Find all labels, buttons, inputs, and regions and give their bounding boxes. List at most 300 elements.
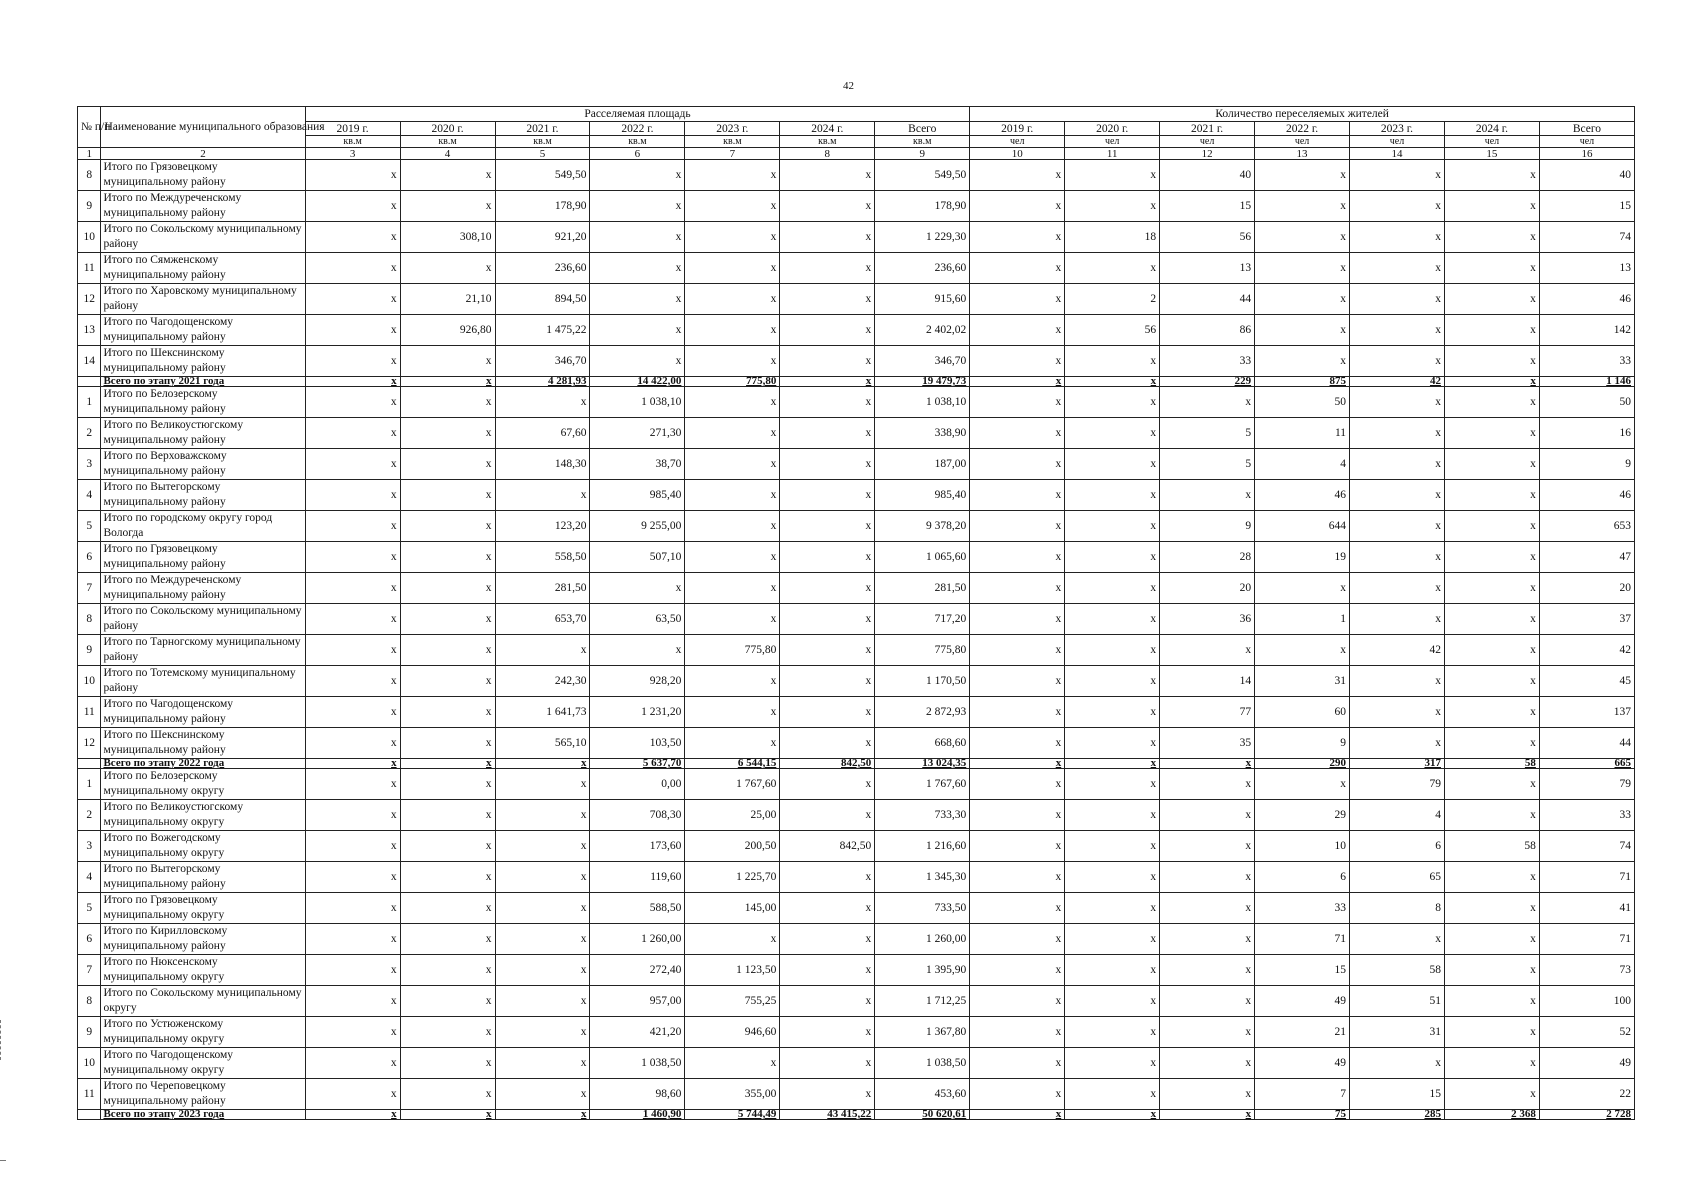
row-number: 5 [78,511,101,542]
people-cell: x [1444,284,1539,315]
area-cell: x [305,542,400,573]
area-cell: 1 260,00 [875,924,970,955]
people-cell: x [1160,955,1255,986]
area-cell: 1 123,50 [685,955,780,986]
area-cell: 346,70 [875,346,970,377]
people-cell: 46 [1539,480,1634,511]
area-cell: x [305,191,400,222]
area-cell: 946,60 [685,1017,780,1048]
area-cell: 43 415,22 [780,1110,875,1120]
people-cell: x [1065,635,1160,666]
table-row [78,1017,1635,1048]
people-cell: x [1350,697,1445,728]
area-cell: x [495,1048,590,1079]
people-cell: x [1160,893,1255,924]
area-cell: 50 620,61 [875,1110,970,1120]
area-cell: x [305,222,400,253]
area-cell: 1 460,90 [590,1110,685,1120]
area-cell: 1 367,80 [875,1017,970,1048]
people-cell: 37 [1539,604,1634,635]
header-column-number: 10 [970,148,1065,160]
people-cell: 36 [1160,604,1255,635]
area-cell: 653,70 [495,604,590,635]
area-cell: x [780,449,875,480]
people-cell: x [1350,573,1445,604]
area-cell: 1 641,73 [495,697,590,728]
people-cell: x [1065,759,1160,769]
area-cell: x [685,222,780,253]
area-cell: 346,70 [495,346,590,377]
area-cell: 775,80 [685,377,780,387]
people-cell: x [970,728,1065,759]
area-cell: x [780,697,875,728]
people-cell: x [1255,635,1350,666]
people-cell: 20 [1160,573,1255,604]
people-cell: 49 [1539,1048,1634,1079]
area-cell: x [780,769,875,800]
people-cell: x [1160,1048,1255,1079]
total-row [78,377,1635,387]
area-cell: x [305,924,400,955]
row-name: Всего по этапу 2021 года [101,377,305,387]
people-cell: 9 [1160,511,1255,542]
area-cell: 549,50 [875,160,970,191]
header-column-number: 12 [1160,148,1255,160]
area-cell: x [780,862,875,893]
area-cell: x [305,800,400,831]
area-cell: x [685,449,780,480]
area-cell: 1 231,20 [590,697,685,728]
people-cell: 60 [1255,697,1350,728]
area-cell: x [590,573,685,604]
area-cell: x [305,377,400,387]
people-cell: x [970,955,1065,986]
total-row [78,759,1635,769]
people-cell: 56 [1065,315,1160,346]
area-cell: 1 767,60 [875,769,970,800]
area-cell: x [685,1048,780,1079]
area-cell: x [780,1017,875,1048]
area-cell: x [305,449,400,480]
header-column-numbers-row [78,148,1635,160]
people-cell: 75 [1255,1110,1350,1120]
area-cell: x [685,418,780,449]
people-cell: x [1255,160,1350,191]
people-cell: x [1350,604,1445,635]
area-cell: x [305,697,400,728]
area-cell: 985,40 [875,480,970,511]
people-cell: 29 [1255,800,1350,831]
area-cell: x [400,924,495,955]
area-cell: 281,50 [875,573,970,604]
area-cell: x [400,604,495,635]
area-cell: x [400,862,495,893]
header-area-group: Расселяемая площадь [305,107,970,122]
table-row [78,284,1635,315]
area-cell: x [400,893,495,924]
header-unit-people: чел [1350,136,1445,148]
people-cell: x [1255,191,1350,222]
area-cell: x [780,893,875,924]
table-row [78,542,1635,573]
area-cell: x [780,986,875,1017]
area-cell: 0,00 [590,769,685,800]
margin-mark [0,1160,6,1161]
row-name: Итого по Белозерскому муниципальному району [101,387,305,418]
area-cell: 957,00 [590,986,685,1017]
header-column-number: 5 [495,148,590,160]
people-cell: x [1350,728,1445,759]
table-row [78,346,1635,377]
area-cell: 271,30 [590,418,685,449]
row-name: Итого по Шекснинскому муниципальному району [101,728,305,759]
header-year-people: 2022 г. [1255,122,1350,136]
area-cell: x [685,284,780,315]
area-cell: 13 024,35 [875,759,970,769]
people-cell: 56 [1160,222,1255,253]
row-name: Итого по Шекснинскому муниципальному району [101,346,305,377]
people-cell: x [1065,1048,1160,1079]
header-year-people: 2024 г. [1444,122,1539,136]
row-number: 10 [78,222,101,253]
people-cell: x [1255,253,1350,284]
people-cell: x [970,604,1065,635]
people-cell: 16 [1539,418,1634,449]
area-cell: x [780,635,875,666]
people-cell: x [1255,346,1350,377]
area-cell: 272,40 [590,955,685,986]
row-number: 2 [78,418,101,449]
header-year-area: 2023 г. [685,122,780,136]
people-cell: x [1160,986,1255,1017]
people-cell: 71 [1539,924,1634,955]
area-cell: x [305,480,400,511]
people-cell: 71 [1255,924,1350,955]
row-name: Итого по городскому округу город Вологда [101,511,305,542]
area-cell: 25,00 [685,800,780,831]
row-name: Итого по Сокольскому муниципальному району [101,222,305,253]
header-unit-people: чел [970,136,1065,148]
people-cell: 44 [1160,284,1255,315]
row-name: Итого по Тарногскому муниципальному району [101,635,305,666]
area-cell: x [685,542,780,573]
people-cell: 137 [1539,697,1634,728]
people-cell: 79 [1539,769,1634,800]
people-cell: x [1444,511,1539,542]
area-cell: 985,40 [590,480,685,511]
people-cell: 14 [1160,666,1255,697]
page-number: 42 [843,80,854,92]
area-cell: 5 744,49 [685,1110,780,1120]
people-cell: 74 [1539,222,1634,253]
people-cell: x [1065,955,1160,986]
area-cell: 38,70 [590,449,685,480]
table-row [78,604,1635,635]
area-cell: 14 422,00 [590,377,685,387]
people-cell: 8 [1350,893,1445,924]
row-name: Итого по Грязовецкому муниципальному округу [101,893,305,924]
people-cell: x [970,418,1065,449]
header-column-number: 4 [400,148,495,160]
header-unit-area: кв.м [590,136,685,148]
area-cell: 928,20 [590,666,685,697]
row-name: Итого по Вытегорскому муниципальному району [101,862,305,893]
resettlement-table [77,106,1635,1120]
area-cell: 123,20 [495,511,590,542]
people-cell: x [1444,986,1539,1017]
people-cell: x [1065,1110,1160,1120]
area-cell: x [400,800,495,831]
row-number: 14 [78,346,101,377]
area-cell: 453,60 [875,1079,970,1110]
people-cell: 40 [1160,160,1255,191]
people-cell: 644 [1255,511,1350,542]
people-cell: x [1160,1017,1255,1048]
people-cell: x [1444,604,1539,635]
people-cell: x [1444,1048,1539,1079]
people-cell: 142 [1539,315,1634,346]
area-cell: x [495,800,590,831]
people-cell: x [1160,635,1255,666]
row-name: Итого по Харовскому муниципальному району [101,284,305,315]
row-name: Итого по Сямженскому муниципальному району [101,253,305,284]
people-cell: 58 [1350,955,1445,986]
header-year-area: 2022 г. [590,122,685,136]
people-cell: x [1444,480,1539,511]
area-cell: 148,30 [495,449,590,480]
area-cell: x [400,1017,495,1048]
area-cell: x [590,635,685,666]
area-cell: x [400,955,495,986]
row-number: 7 [78,955,101,986]
area-cell: x [780,346,875,377]
area-cell: x [400,160,495,191]
area-cell: x [780,666,875,697]
area-cell: x [685,728,780,759]
people-cell: x [970,387,1065,418]
people-cell: x [1065,480,1160,511]
people-cell: x [970,1079,1065,1110]
people-cell: 86 [1160,315,1255,346]
area-cell: 733,50 [875,893,970,924]
people-cell: x [1350,924,1445,955]
header-column-number: 11 [1065,148,1160,160]
area-cell: x [305,769,400,800]
people-cell: x [1350,253,1445,284]
people-cell: x [1444,1017,1539,1048]
header-year-people: 2023 г. [1350,122,1445,136]
area-cell: x [495,387,590,418]
area-cell: x [305,573,400,604]
table-row [78,315,1635,346]
header-unit-area: кв.м [495,136,590,148]
table-row [78,1079,1635,1110]
area-cell: x [780,387,875,418]
area-cell: x [590,284,685,315]
people-cell: x [1350,511,1445,542]
area-cell: 9 378,20 [875,511,970,542]
people-cell: 31 [1255,666,1350,697]
header-unit-people: чел [1160,136,1255,148]
area-cell: x [305,253,400,284]
row-number: 11 [78,1079,101,1110]
people-cell: x [1444,315,1539,346]
people-cell: x [1160,480,1255,511]
people-cell: 5 [1160,418,1255,449]
people-cell: 15 [1255,955,1350,986]
row-number: 6 [78,924,101,955]
area-cell: 1 712,25 [875,986,970,1017]
area-cell: x [400,387,495,418]
area-cell: 1 170,50 [875,666,970,697]
header-unit-area: кв.м [875,136,970,148]
people-cell: x [1160,862,1255,893]
people-cell: x [1160,924,1255,955]
area-cell: x [305,1048,400,1079]
people-cell: 9 [1539,449,1634,480]
table-row [78,418,1635,449]
area-cell: x [305,1079,400,1110]
area-cell: 145,00 [685,893,780,924]
people-cell: 13 [1160,253,1255,284]
area-cell: x [495,480,590,511]
people-cell: x [970,573,1065,604]
area-cell: x [685,346,780,377]
people-cell: 49 [1255,986,1350,1017]
area-cell: x [495,635,590,666]
people-cell: x [1160,387,1255,418]
row-name: Всего по этапу 2022 года [101,759,305,769]
row-number: 7 [78,573,101,604]
area-cell: x [400,635,495,666]
header-column-number: 3 [305,148,400,160]
area-cell: 755,25 [685,986,780,1017]
area-cell: x [305,666,400,697]
people-cell: x [970,1017,1065,1048]
area-cell: x [400,511,495,542]
people-cell: 20 [1539,573,1634,604]
people-cell: x [970,377,1065,387]
people-cell: x [1160,1110,1255,1120]
header-people-group: Количество переселяемых жителей [970,107,1635,122]
area-cell: x [305,346,400,377]
people-cell: x [1065,449,1160,480]
people-cell: x [1444,955,1539,986]
people-cell: 42 [1539,635,1634,666]
area-cell: x [305,635,400,666]
people-cell: x [970,346,1065,377]
people-cell: 285 [1350,1110,1445,1120]
header-year-people: 2021 г. [1160,122,1255,136]
row-name: Итого по Верховажскому муниципальному району [101,449,305,480]
people-cell: 2 728 [1539,1110,1634,1120]
area-cell: x [305,728,400,759]
area-cell: 1 038,50 [875,1048,970,1079]
area-cell: x [685,480,780,511]
area-cell: 507,10 [590,542,685,573]
area-cell: x [685,315,780,346]
area-cell: x [780,604,875,635]
people-cell: x [970,769,1065,800]
area-cell: x [780,542,875,573]
area-cell: x [780,480,875,511]
area-cell: x [400,253,495,284]
people-cell: 2 368 [1444,1110,1539,1120]
people-cell: x [1065,831,1160,862]
area-cell: x [305,893,400,924]
people-cell: x [1444,542,1539,573]
people-cell: x [970,542,1065,573]
area-cell: 338,90 [875,418,970,449]
people-cell: x [1350,191,1445,222]
table-row [78,480,1635,511]
people-cell: x [970,511,1065,542]
row-number: 8 [78,604,101,635]
area-cell: 1 225,70 [685,862,780,893]
area-cell: x [495,862,590,893]
table-row [78,986,1635,1017]
row-number: 1 [78,387,101,418]
area-cell: x [495,1079,590,1110]
people-cell: 15 [1350,1079,1445,1110]
area-cell: x [305,1110,400,1120]
area-cell: 588,50 [590,893,685,924]
area-cell: x [495,831,590,862]
area-cell: x [305,955,400,986]
row-name: Итого по Великоустюгскому муниципальному округу [101,800,305,831]
people-cell: x [1444,769,1539,800]
area-cell: 4 281,93 [495,377,590,387]
people-cell: x [1065,1017,1160,1048]
people-cell: 35 [1160,728,1255,759]
area-cell: x [780,377,875,387]
area-cell: x [685,191,780,222]
header-column-number: 9 [875,148,970,160]
people-cell: x [1444,449,1539,480]
table-row [78,893,1635,924]
area-cell: x [495,769,590,800]
row-number: 4 [78,480,101,511]
area-cell: 421,20 [590,1017,685,1048]
people-cell: x [1444,346,1539,377]
area-cell: 775,80 [875,635,970,666]
area-cell: x [780,955,875,986]
area-cell: x [780,1079,875,1110]
header-year-people: 2020 г. [1065,122,1160,136]
people-cell: x [1065,986,1160,1017]
people-cell: x [1160,759,1255,769]
people-cell: x [1350,542,1445,573]
row-name: Итого по Вожегодскому муниципальному округу [101,831,305,862]
area-cell: x [305,511,400,542]
area-cell: 173,60 [590,831,685,862]
people-cell: 19 [1255,542,1350,573]
people-cell: x [1350,480,1445,511]
area-cell: x [400,728,495,759]
people-cell: x [970,1110,1065,1120]
table-row [78,955,1635,986]
row-name: Итого по Кирилловскому муниципальному району [101,924,305,955]
row-name: Итого по Белозерскому муниципальному округу [101,769,305,800]
row-name: Итого по Нюксенскому муниципальному округу [101,955,305,986]
area-cell: x [305,1017,400,1048]
header-unit-people: чел [1065,136,1160,148]
people-cell: x [1065,862,1160,893]
people-cell: x [970,862,1065,893]
people-cell: x [1065,728,1160,759]
people-cell: 6 [1350,831,1445,862]
people-cell: x [1444,635,1539,666]
